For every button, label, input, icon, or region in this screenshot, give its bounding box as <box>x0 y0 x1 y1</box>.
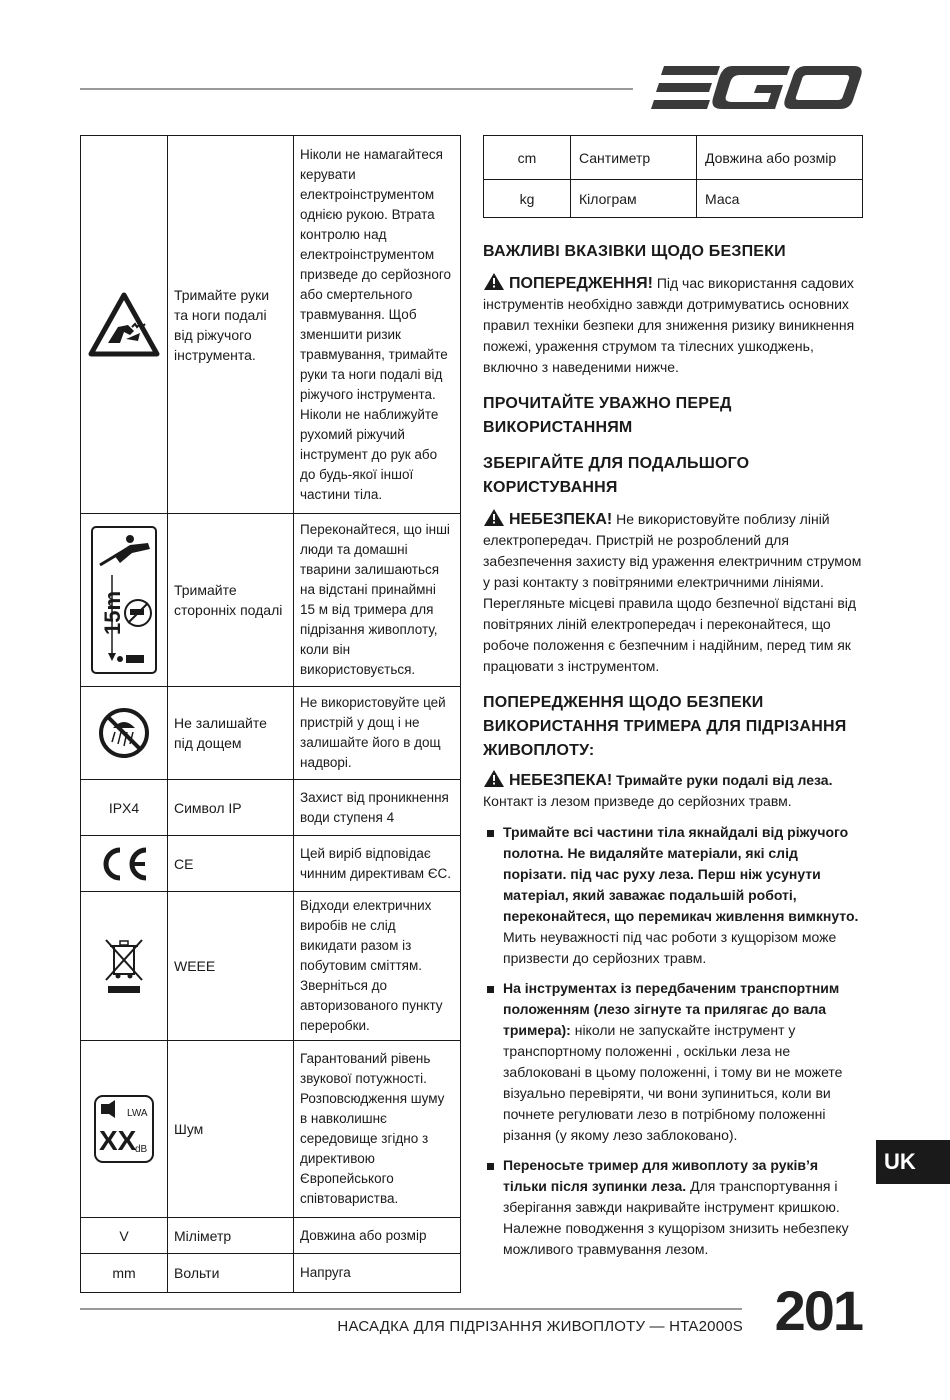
units-table <box>483 135 863 218</box>
no-rain-icon <box>97 706 151 760</box>
symbol-cell: IPX4 <box>81 780 168 836</box>
symbol-name: Тримайте сторонніх подалі <box>168 514 294 687</box>
warning-paragraph <box>483 272 863 378</box>
danger-text: Контакт із лезом призведе до серйозних травм. <box>483 793 792 809</box>
table-row <box>81 687 461 780</box>
symbol-name: Тримайте руки та ноги подалі від ріжучого інструмента. <box>168 136 294 514</box>
unit-description: Маса <box>697 180 863 218</box>
symbol-description: Захист від проникнення води ступеня 4 <box>294 780 461 836</box>
language-tab: UK <box>876 1140 950 1184</box>
bullet-text: ніколи не запускайте інструмент у транспортному положенні , оскільки леза не заблоковані в цьому положенні, і тому ви не можете візуально перевіряти, чи вони зупиниться, коли ви почнете регулювати лезо в потрібному положенні різання (у якому лезо заблоковано). <box>503 1022 843 1143</box>
weee-bin-icon <box>104 936 144 996</box>
table-row <box>81 780 461 836</box>
symbol-name: Міліметр <box>168 1218 294 1254</box>
table-row <box>81 1254 461 1293</box>
symbols-table <box>80 135 461 1293</box>
danger-label: НЕБЕЗПЕКА! <box>509 511 613 528</box>
symbol-cell <box>81 836 168 892</box>
unit-symbol: cm <box>484 136 571 180</box>
symbol-description: Цей виріб відповідає чинним директивам ЄС. <box>294 836 461 892</box>
symbol-cell <box>81 687 168 780</box>
symbol-name: CE <box>168 836 294 892</box>
bullet-text: Для транспортування і зберігання завжди накривайте інструмент кришкою. Належне поводження з кущорізом знизить небезпеку можливого травмування лезом. <box>503 1178 849 1257</box>
header-rule <box>80 88 633 90</box>
list-item <box>483 978 863 1146</box>
section-heading: ПОПЕРЕДЖЕННЯ ЩОДО БЕЗПЕКИ ВИКОРИСТАННЯ ТРИМЕРА ДЛЯ ПІДРІЗАННЯ ЖИВОПЛОТУ: <box>483 694 847 759</box>
page-number: 201 <box>774 1279 862 1342</box>
table-row <box>81 836 461 892</box>
table-row <box>81 892 461 1041</box>
footer-rule <box>80 1308 742 1310</box>
symbol-description: Не використовуйте цей пристрій у дощ і не залишайте його в дощ надворі. <box>294 687 461 780</box>
db-label: dB <box>135 1144 148 1155</box>
section-heading: ВАЖЛИВІ ВКАЗІВКИ ЩОДО БЕЗПЕКИ <box>483 243 786 260</box>
bullet-bold: На інструментах із передбаченим транспортним положенням (лезо зігнуте та прилягає до вала тримера): <box>503 980 840 1038</box>
symbol-name: Шум <box>168 1041 294 1218</box>
safety-section <box>483 240 863 1269</box>
unit-name: Сантиметр <box>571 136 697 180</box>
symbol-description: Гарантований рівень звукової потужності. Розповсюдження шуму в навколишнє середовище згідно з директивою Європейського співтовариства. <box>294 1041 461 1218</box>
ego-logo <box>650 64 862 112</box>
footer-title: НАСАДКА ДЛЯ ПІДРІЗАННЯ ЖИВОПЛОТУ — HTA2000S <box>337 1318 743 1335</box>
safety-bullet-list <box>483 822 863 1260</box>
danger-label: НЕБЕЗПЕКА! <box>509 772 613 789</box>
noise-level-icon <box>93 1094 155 1164</box>
distance-label: 15m <box>100 590 125 635</box>
table-row <box>484 180 863 218</box>
symbol-name: Не залишайте під дощем <box>168 687 294 780</box>
warning-triangle-icon <box>483 272 505 291</box>
bullet-bold: Переносьте тример для живоплоту за руків’я тільки після зупинки леза. <box>503 1157 819 1194</box>
danger-text: Не використовуйте поблизу ліній електропередач. Пристрій не розроблений для забезпечення захисту від ураження електричним струмом у разі контакту з повітряними електричними лініями. Перегляньте місцеві правила щодо безпечної відстані від повітряних ліній електропередач і переконайтеся, що робоче положення є безпечним і надійним, перед тим як працювати з інструментом. <box>483 511 862 674</box>
symbol-name: WEEE <box>168 892 294 1041</box>
symbol-description: Напруга <box>294 1254 461 1293</box>
symbol-description: Переконайтеся, що інші люди та домашні тварини залишаються на відстані принаймні 15 м від тримера для підрізання живоплоту, коли він використовується. <box>294 514 461 687</box>
ce-mark-icon <box>98 846 150 882</box>
section-heading: ПРОЧИТАЙТЕ УВАЖНО ПЕРЕД ВИКОРИСТАННЯМ <box>483 395 732 436</box>
symbol-description: Ніколи не намагайтеся керувати електроінструментом однією рукою. Втрата контролю над електроінструментом призведе до серйозного або смертельного травмування. Щоб зменшити ризик травмування, тримайте руки та ноги подалі від ріжучого інструмента. Ніколи не наближуйте рухомий ріжучий інструмент до рук або до будь-якої іншої частини тіла. <box>294 136 461 514</box>
danger-paragraph <box>483 769 863 812</box>
unit-description: Довжина або розмір <box>697 136 863 180</box>
warning-triangle-icon <box>483 508 505 527</box>
table-row <box>81 1218 461 1254</box>
symbol-cell <box>81 514 168 687</box>
symbol-description: Відходи електричних виробів не слід викидати разом із побутовим сміттям. Зверніться до авторизованого пункту переробки. <box>294 892 461 1041</box>
warning-label: ПОПЕРЕДЖЕННЯ! <box>509 275 653 292</box>
warning-triangle-icon <box>483 769 505 788</box>
symbol-description: Довжина або розмір <box>294 1218 461 1254</box>
symbol-name: Символ IP <box>168 780 294 836</box>
table-row <box>484 136 863 180</box>
danger-paragraph <box>483 508 863 677</box>
lwa-label: LWA <box>127 1108 148 1119</box>
noise-value-label: XX <box>99 1125 137 1156</box>
hand-cut-warning-icon <box>88 291 160 359</box>
symbol-cell: mm <box>81 1254 168 1293</box>
table-row <box>81 514 461 687</box>
warning-text: Під час використання садових інструментів необхідно завжди дотримуватись основних правил техніки безпеки для зниження ризику виникнення пожежі, ураження струмом та тілесних ушкоджень, включно з наведеними нижче. <box>483 275 855 375</box>
list-item <box>483 1155 863 1260</box>
section-heading: ЗБЕРІГАЙТЕ ДЛЯ ПОДАЛЬШОГО КОРИСТУВАННЯ <box>483 455 750 496</box>
symbol-cell <box>81 892 168 1041</box>
bullet-bold: Тримайте всі частини тіла якнайдалі від ріжучого полотна. Не видаляйте матеріали, які слід порізати. під час руху леза. Перш ніж усунути матеріал, який заважає подальшій роботі, переконайтеся, що перемикач живлення вимкнуто. <box>503 824 859 924</box>
list-item <box>483 822 863 969</box>
symbol-cell <box>81 1041 168 1218</box>
bullet-text: Мить неуважності під час роботи з кущорізом може призвести до серйозних травм. <box>503 929 837 966</box>
symbol-cell <box>81 136 168 514</box>
symbol-cell: V <box>81 1218 168 1254</box>
danger-bold-text: Тримайте руки подалі від леза. <box>616 772 833 788</box>
table-row <box>81 1041 461 1218</box>
symbol-name: Вольти <box>168 1254 294 1293</box>
table-row <box>81 136 461 514</box>
unit-name: Кілограм <box>571 180 697 218</box>
unit-symbol: kg <box>484 180 571 218</box>
bystanders-15m-icon <box>90 525 158 675</box>
